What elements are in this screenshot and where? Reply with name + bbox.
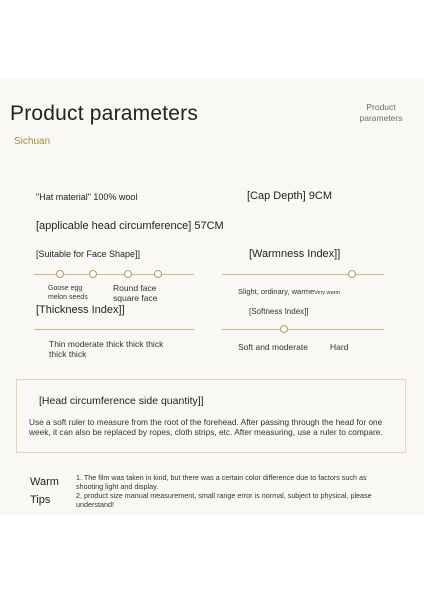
measurement-box — [16, 379, 406, 453]
face-shape-option-1-line2: melon seeds — [48, 294, 88, 301]
warm-tips-word-2: Tips — [30, 494, 51, 506]
softness-right-text: Hard — [330, 342, 349, 352]
warmness-scale-extra: Very warm — [314, 290, 341, 296]
warmness-scale-text — [238, 287, 340, 296]
warmness-scale-levels: Slight, ordinary, warme — [238, 287, 315, 296]
face-shape-option-2-line1: Round face — [113, 283, 157, 293]
face-shape-dot-4 — [154, 270, 162, 278]
face-shape-dot-2 — [89, 270, 97, 278]
tip-1: 1. The film was taken in kind, but there was a certain color difference due to factors such as shooting light and display. — [76, 473, 367, 491]
corner-label-line1: Product — [366, 102, 396, 112]
thickness-scale-text — [49, 339, 163, 359]
measurement-body: Use a soft ruler to measure from the root of the forehead. After passing through the head for one week, it can also be replaced by ropes, cloth strips, etc. After measuring, use a ruler to compare. — [29, 417, 383, 437]
measurement-title: [Head circumference side quantity]] — [39, 395, 204, 407]
product-parameters-sheet — [0, 78, 424, 515]
corner-label — [352, 102, 410, 124]
hat-material: "Hat material" 100% wool — [36, 192, 138, 202]
cap-depth: [Cap Depth] 9CM — [247, 190, 332, 202]
warmness-dot — [348, 270, 356, 278]
face-shape-dot-1 — [56, 270, 64, 278]
face-shape-option-2-line2: square face — [113, 293, 158, 303]
thickness-line2: thick thick — [49, 349, 87, 359]
softness-label: [Softness Index]] — [249, 307, 309, 316]
corner-label-line2: parameters — [359, 113, 403, 123]
page-title: Product parameters — [10, 102, 199, 125]
softness-left-text: Soft and moderate — [238, 342, 308, 352]
thickness-scale — [34, 329, 194, 330]
softness-scale — [222, 329, 384, 330]
face-shape-option-1-line1: Goose egg — [48, 285, 83, 292]
warmness-label: [Warmness Index]] — [249, 248, 341, 260]
face-shape-dot-3 — [124, 270, 132, 278]
warmness-scale — [222, 274, 384, 275]
face-shape-option-1 — [48, 284, 88, 302]
head-circumference: [applicable head circumference] 57CM — [36, 220, 224, 232]
thickness-line1: Thin moderate thick thick thick — [49, 339, 164, 349]
tip-2: 2, product size manual measurement, small range error is normal, subject to physical, please understand! — [76, 491, 372, 509]
face-shape-option-2 — [113, 283, 157, 303]
warm-tips-word-1: Warm — [30, 476, 59, 488]
face-shape-label: [Suitable for Face Shape]] — [36, 249, 141, 259]
thickness-label: [Thickness Index]] — [36, 304, 125, 316]
brand-subtitle: Sichuan — [14, 136, 51, 147]
softness-dot — [280, 325, 288, 333]
